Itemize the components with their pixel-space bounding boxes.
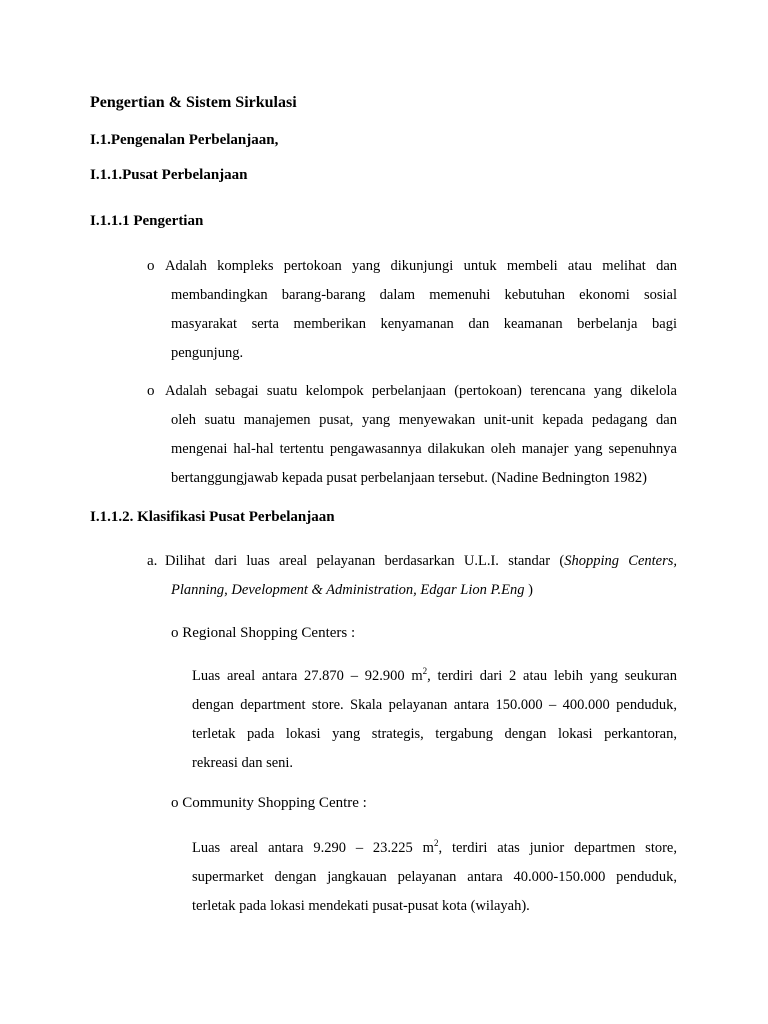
superscript: 2 (422, 666, 428, 677)
section-heading-1-1-1: I.1.1.1 Pengertian (90, 213, 204, 229)
paragraph-line (192, 834, 677, 863)
list-marker: a. (147, 553, 158, 569)
definition-paragraph-1 (165, 252, 677, 281)
definition-paragraph-1-cont (171, 281, 677, 368)
page-title: Pengertian & Sistem Sirkulasi (90, 94, 297, 111)
paragraph-line (165, 547, 677, 576)
paragraph-line: oleh suatu manajemen pusat, yang menyewakan unit-unit kepada pedagang dan (171, 412, 677, 428)
bullet-marker: o (147, 383, 155, 399)
paragraph-line: mengenai hal-hal tertentu pengawasannya dilakukan oleh manajer yang sepenuhnya (171, 441, 677, 457)
community-paragraph (192, 834, 677, 921)
paragraph-line: pengunjung. (171, 345, 244, 361)
definition-paragraph-2-cont (171, 406, 677, 493)
paragraph-line: rekreasi dan seni. (192, 755, 294, 771)
superscript: 2 (433, 838, 439, 849)
source-title: Shopping Centers, (564, 553, 678, 569)
paragraph-line: Adalah kompleks pertokoan yang dikunjungi untuk membeli atau melihat dan (165, 258, 677, 274)
classification-paragraph-cont (171, 576, 677, 605)
paragraph-line: terletak pada lokasi mendekati pusat-pusat kota (wilayah). (192, 898, 530, 914)
paragraph-line: membandingkan barang-barang dalam memenuhi kebutuhan ekonomi sosial (171, 287, 677, 303)
paragraph-line: supermarket dengan jangkauan pelayanan antara 40.000-150.000 penduduk, (192, 869, 677, 885)
community-label: o Community Shopping Centre : (171, 795, 367, 811)
section-heading-1-1: I.1.1.Pusat Perbelanjaan (90, 167, 248, 183)
section-heading-1-1-2: I.1.1.2. Klasifikasi Pusat Perbelanjaan (90, 509, 335, 525)
paragraph-line (192, 662, 677, 691)
regional-text: , terdiri dari 2 atau lebih yang seukuran (427, 668, 677, 684)
regional-paragraph (192, 662, 677, 778)
regional-text: Luas areal antara 27.870 – 92.900 m (192, 668, 423, 684)
regional-label: o Regional Shopping Centers : (171, 625, 356, 641)
paragraph-line: dengan department store. Skala pelayanan antara 150.000 – 400.000 penduduk, (192, 697, 677, 713)
definition-paragraph-2 (165, 377, 677, 406)
classification-text: Dilihat dari luas areal pelayanan berdasarkan U.L.I. standar ( (165, 553, 565, 569)
community-text: , terdiri atas junior departmen store, (438, 840, 677, 856)
classification-paragraph (165, 547, 677, 576)
paragraph-line: terletak pada lokasi yang strategis, tergabung dengan lokasi perkantoran, (192, 726, 677, 742)
classification-text: ) (524, 582, 533, 598)
bullet-marker: o (147, 258, 155, 274)
paragraph-line: masyarakat serta memberikan kenyamanan dan keamanan berbelanja bagi (171, 316, 677, 332)
paragraph-line: Adalah sebagai suatu kelompok perbelanjaan (pertokoan) terencana yang dikelola (165, 383, 677, 399)
community-text: Luas areal antara 9.290 – 23.225 m (192, 840, 434, 856)
source-title: Planning, Development & Administration, Edgar Lion P.Eng (171, 582, 525, 598)
section-heading-1: I.1.Pengenalan Perbelanjaan, (90, 132, 279, 148)
paragraph-line (171, 576, 677, 605)
paragraph-line: bertanggungjawab kepada pusat perbelanjaan tersebut. (Nadine Bednington 1982) (171, 470, 647, 486)
